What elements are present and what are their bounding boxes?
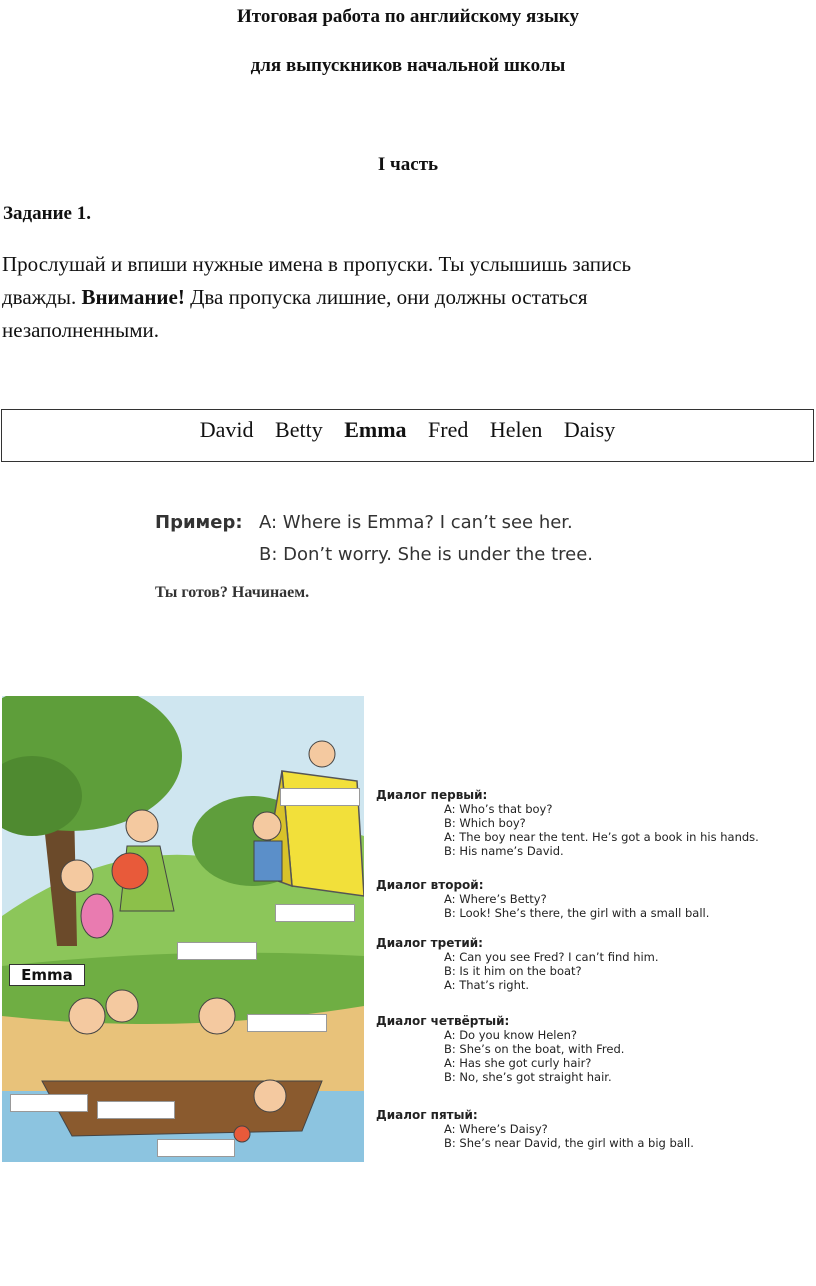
girl-small-ball xyxy=(254,1080,286,1112)
name-emma: Emma xyxy=(344,417,407,442)
task-instruction xyxy=(2,248,802,347)
dialog-title: Диалог четвёртый: xyxy=(376,1014,510,1028)
dialog-line: B: Look! She’s there, the girl with a small ball. xyxy=(444,906,710,920)
girl-with-teddy xyxy=(61,860,93,892)
answer-blank-2[interactable] xyxy=(275,904,355,922)
dialog-title: Диалог пятый: xyxy=(376,1108,478,1122)
emma-label: Emma xyxy=(9,964,85,986)
instruction-line-1: Прослушай и впиши нужные имена в пропуски. Ты услышишь запись xyxy=(2,252,632,276)
dialog-line: A: Can you see Fred? I can’t find him. xyxy=(444,950,659,964)
dialog-title: Диалог третий: xyxy=(376,936,483,950)
example-label: Пример: xyxy=(155,512,243,533)
dialog-4 xyxy=(376,1014,812,1108)
instruction-text: дважды. xyxy=(2,285,77,309)
dialog-3 xyxy=(376,936,812,1014)
dialog-title: Диалог второй: xyxy=(376,878,484,892)
answer-blank-7[interactable] xyxy=(157,1139,235,1157)
boy-with-book xyxy=(253,812,281,840)
title-line-1: Итоговая работа по английскому языку xyxy=(237,6,579,27)
dialog-line: A: Where’s Daisy? xyxy=(444,1122,548,1136)
dialog-title: Диалог первый: xyxy=(376,788,488,802)
names-box xyxy=(1,409,814,462)
instruction-line-2 xyxy=(2,281,802,314)
title-line-2: для выпускников начальной школы xyxy=(250,55,566,76)
picnic-scene xyxy=(2,696,364,1162)
dialog-line: A: Where’s Betty? xyxy=(444,892,547,906)
example-ready: Ты готов? Начинаем. xyxy=(155,584,310,601)
dialog-line: A: Do you know Helen? xyxy=(444,1028,577,1042)
answer-blank-5[interactable] xyxy=(10,1094,88,1112)
picnic-illustration xyxy=(2,696,364,1162)
example-line-a: A: Where is Emma? I can’t see her. xyxy=(259,512,573,533)
example-block xyxy=(155,512,594,602)
dialog-line: B: Which boy? xyxy=(444,816,526,830)
name-daisy: Daisy xyxy=(563,417,616,442)
small-ball xyxy=(234,1126,250,1142)
dialog-line: A: That’s right. xyxy=(444,978,530,992)
dialog-2 xyxy=(376,878,812,936)
name-fred: Fred xyxy=(428,417,469,442)
name-david: David xyxy=(199,417,254,442)
girl-in-boat-dark-hair xyxy=(69,998,105,1034)
dialogs-panel xyxy=(376,788,812,1150)
boy-in-boat xyxy=(199,998,235,1034)
teddy-bear xyxy=(81,894,113,938)
girl-with-big-ball xyxy=(126,810,158,842)
dialog-line: B: His name’s David. xyxy=(444,844,564,858)
name-helen: Helen xyxy=(489,417,543,442)
dialog-line: A: Has she got curly hair? xyxy=(444,1056,592,1070)
dialog-line: B: No, she’s got straight hair. xyxy=(444,1070,612,1084)
answer-blank-1[interactable] xyxy=(280,788,360,806)
boy-on-tent xyxy=(309,741,335,767)
dialog-line: A: Who’s that boy? xyxy=(444,802,553,816)
instruction-attention: Внимание! xyxy=(81,285,185,309)
part-heading: I часть xyxy=(377,154,439,175)
answer-blank-6[interactable] xyxy=(97,1101,175,1119)
instruction-line-3: незаполненными. xyxy=(2,318,160,342)
boy-shirt xyxy=(254,841,282,881)
dialog-line: B: She’s on the boat, with Fred. xyxy=(444,1042,625,1056)
dialog-line: B: Is it him on the boat? xyxy=(444,964,582,978)
answer-blank-3[interactable] xyxy=(177,942,257,960)
instruction-text: Два пропуска лишние, они должны остаться xyxy=(190,285,588,309)
answer-blank-4[interactable] xyxy=(247,1014,327,1032)
dialog-5 xyxy=(376,1108,812,1150)
big-ball xyxy=(112,853,148,889)
name-betty: Betty xyxy=(275,417,323,442)
dialog-line: A: The boy near the tent. He’s got a book in his hands. xyxy=(444,830,759,844)
example-line-b: B: Don’t worry. She is under the tree. xyxy=(259,544,594,565)
girl-curly-hair xyxy=(106,990,138,1022)
dialog-line: B: She’s near David, the girl with a big ball. xyxy=(444,1136,694,1150)
task-label: Задание 1. xyxy=(3,203,91,224)
